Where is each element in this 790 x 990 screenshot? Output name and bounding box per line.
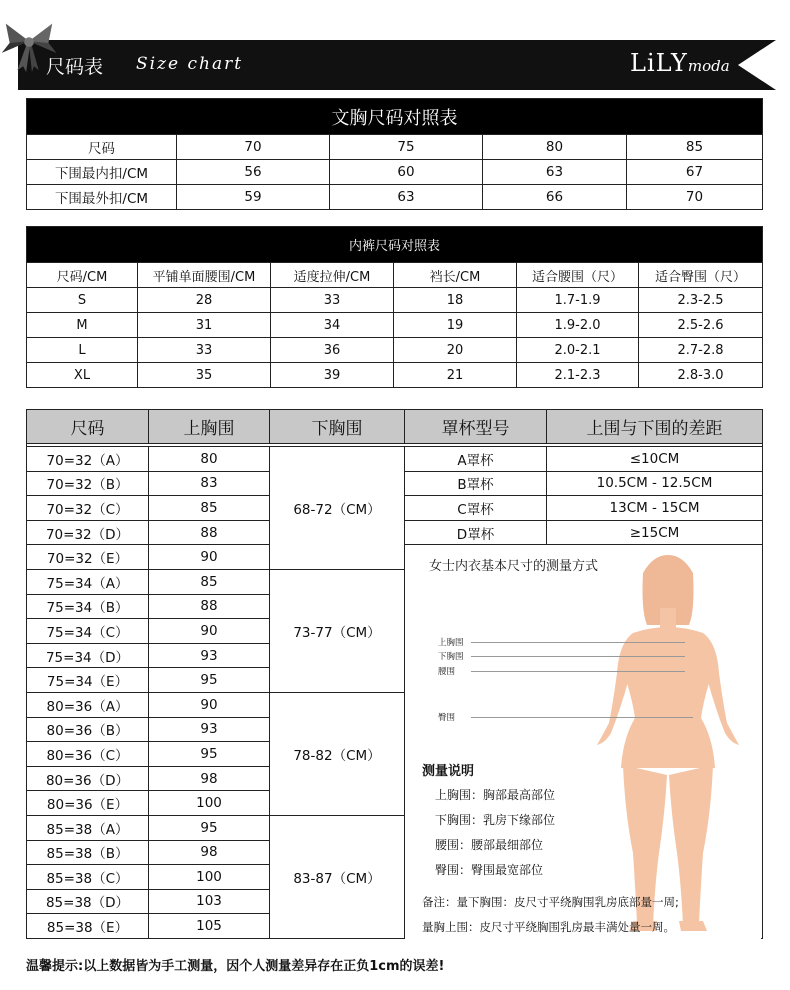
measure-label: 腰围 [438, 667, 456, 677]
table-cell: 59 [177, 185, 330, 210]
measure-note: 备注：量下胸围：皮尺寸平绕胸围乳房底部量一周; [422, 895, 679, 909]
size-code: 75=34（B） [27, 594, 149, 619]
pants-header: 平铺单面腰围/CM [138, 263, 271, 288]
page-subtitle: Size chart [136, 54, 244, 74]
upper-bust: 103 [149, 889, 270, 914]
size-code: 75=34（A） [27, 569, 149, 594]
table-cell: 60 [330, 160, 483, 185]
size-code: 70=32（E） [27, 545, 149, 570]
table-cell: 28 [138, 288, 271, 313]
table-cell: 34 [271, 313, 394, 338]
table-cell: 70 [627, 185, 763, 210]
cup-difference: ≥15CM [547, 520, 763, 545]
upper-bust: 93 [149, 643, 270, 668]
size-code: 80=36（C） [27, 742, 149, 767]
table-cell: 2.0-2.1 [517, 338, 639, 363]
table-cell: 1.7-1.9 [517, 288, 639, 313]
upper-bust: 93 [149, 717, 270, 742]
pants-header: 尺码/CM [27, 263, 138, 288]
table-cell: 33 [138, 338, 271, 363]
measure-panel [405, 549, 761, 942]
table-cell: 63 [483, 160, 627, 185]
measure-note: 量胸上围：皮尺寸平绕胸围乳房最丰满处量一周。 [422, 920, 675, 934]
header-banner [18, 40, 778, 90]
measure-label: 下胸围 [438, 652, 464, 662]
measure-item: 上胸围：胸部最高部位 [435, 788, 556, 802]
measure-item: 下胸围：乳房下缘部位 [435, 813, 556, 827]
size-code: 75=34（D） [27, 643, 149, 668]
table-cell: L [27, 338, 138, 363]
table-cell: S [27, 288, 138, 313]
brand-logo: LiLYmoda [630, 49, 730, 77]
cup-header: 尺码 [27, 410, 149, 444]
size-code: 80=36（B） [27, 717, 149, 742]
bow-icon [0, 14, 60, 74]
size-code: 85=38（B） [27, 840, 149, 865]
cup-header: 下胸围 [270, 410, 405, 444]
cup-header-row [27, 410, 763, 444]
table-cell: 19 [394, 313, 517, 338]
size-code: 75=34（C） [27, 619, 149, 644]
measure-item: 臀围：臀围最宽部位 [435, 863, 544, 877]
pants-header-row [27, 263, 763, 288]
under-bust: 78-82（CM） [270, 692, 405, 815]
body-figure-icon [583, 553, 753, 938]
table-cell: 2.7-2.8 [639, 338, 763, 363]
cup-header: 上胸围 [149, 410, 270, 444]
size-code: 70=32（B） [27, 471, 149, 496]
upper-bust: 80 [149, 447, 270, 472]
table-cell: 75 [330, 135, 483, 160]
cup-type: D罩杯 [405, 520, 547, 545]
upper-bust: 95 [149, 742, 270, 767]
table-cell: 2.3-2.5 [639, 288, 763, 313]
pants-size-table [26, 226, 763, 388]
upper-bust: 88 [149, 594, 270, 619]
table-cell: 31 [138, 313, 271, 338]
pants-table-title: 内裤尺码对照表 [27, 227, 763, 263]
size-code: 75=34（E） [27, 668, 149, 693]
table-row [27, 135, 763, 160]
measure-line [471, 642, 685, 643]
table-cell: 39 [271, 363, 394, 388]
table-cell: 66 [483, 185, 627, 210]
bra-table-title: 文胸尺码对照表 [27, 99, 763, 135]
table-row [27, 338, 763, 363]
upper-bust: 90 [149, 619, 270, 644]
bra-size-table [26, 98, 763, 210]
table-cell: 56 [177, 160, 330, 185]
upper-bust: 85 [149, 569, 270, 594]
upper-bust: 83 [149, 471, 270, 496]
measure-section-title: 测量说明 [422, 764, 475, 779]
cup-difference: ≤10CM [547, 447, 763, 472]
upper-bust: 90 [149, 545, 270, 570]
upper-bust: 95 [149, 815, 270, 840]
footer-tip: 温馨提示:以上数据皆为手工测量，因个人测量差异存在正负1cm的误差! [26, 959, 445, 974]
pants-header: 裆长/CM [394, 263, 517, 288]
table-row [27, 288, 763, 313]
size-code: 80=36（A） [27, 692, 149, 717]
cup-header: 上围与下围的差距 [547, 410, 763, 444]
table-cell: 18 [394, 288, 517, 313]
measure-line [471, 717, 693, 718]
pants-header: 适合臀围（尺） [639, 263, 763, 288]
table-cell: 85 [627, 135, 763, 160]
table-cell: 20 [394, 338, 517, 363]
table-cell: 35 [138, 363, 271, 388]
table-cell: 2.5-2.6 [639, 313, 763, 338]
upper-bust: 88 [149, 520, 270, 545]
upper-bust: 85 [149, 496, 270, 521]
size-code: 70=32（D） [27, 520, 149, 545]
cup-difference: 10.5CM - 12.5CM [547, 471, 763, 496]
table-row [27, 447, 763, 472]
cup-difference: 13CM - 15CM [547, 496, 763, 521]
table-cell: 2.8-3.0 [639, 363, 763, 388]
table-cell: 70 [177, 135, 330, 160]
size-code: 85=38（E） [27, 914, 149, 939]
page-title: 尺码表 [46, 56, 104, 78]
measure-line [471, 671, 685, 672]
table-cell: 63 [330, 185, 483, 210]
measure-title: 女士内衣基本尺寸的测量方式 [429, 559, 599, 574]
table-cell: 下围最内扣/CM [27, 160, 177, 185]
table-cell: XL [27, 363, 138, 388]
table-cell: 2.1-2.3 [517, 363, 639, 388]
size-code: 70=32（A） [27, 447, 149, 472]
size-code: 80=36（E） [27, 791, 149, 816]
size-code: 85=38（C） [27, 865, 149, 890]
upper-bust: 98 [149, 766, 270, 791]
size-code: 85=38（A） [27, 815, 149, 840]
cup-type: C罩杯 [405, 496, 547, 521]
cup-type: B罩杯 [405, 471, 547, 496]
cup-header: 罩杯型号 [405, 410, 547, 444]
table-row [27, 185, 763, 210]
size-code: 70=32（C） [27, 496, 149, 521]
upper-bust: 100 [149, 791, 270, 816]
under-bust: 68-72（CM） [270, 447, 405, 570]
measure-label: 上胸围 [438, 638, 464, 648]
upper-bust: 95 [149, 668, 270, 693]
size-code: 85=38（D） [27, 889, 149, 914]
table-cell: 1.9-2.0 [517, 313, 639, 338]
table-row [27, 160, 763, 185]
pants-header: 适合腰围（尺） [517, 263, 639, 288]
upper-bust: 98 [149, 840, 270, 865]
banner-tail [738, 40, 776, 90]
under-bust: 73-77（CM） [270, 569, 405, 692]
table-cell: 80 [483, 135, 627, 160]
table-cell: M [27, 313, 138, 338]
cup-type: A罩杯 [405, 447, 547, 472]
pants-header: 适度拉伸/CM [271, 263, 394, 288]
under-bust: 83-87（CM） [270, 815, 405, 938]
measure-label: 臀围 [438, 713, 456, 723]
table-row [27, 363, 763, 388]
table-cell: 33 [271, 288, 394, 313]
table-cell: 21 [394, 363, 517, 388]
upper-bust: 90 [149, 692, 270, 717]
table-cell: 67 [627, 160, 763, 185]
table-row [27, 313, 763, 338]
table-cell: 36 [271, 338, 394, 363]
upper-bust: 105 [149, 914, 270, 939]
measure-item: 腰围：腰部最细部位 [435, 838, 544, 852]
table-cell: 下围最外扣/CM [27, 185, 177, 210]
size-code: 80=36（D） [27, 766, 149, 791]
upper-bust: 100 [149, 865, 270, 890]
measure-line [471, 656, 685, 657]
table-cell: 尺码 [27, 135, 177, 160]
